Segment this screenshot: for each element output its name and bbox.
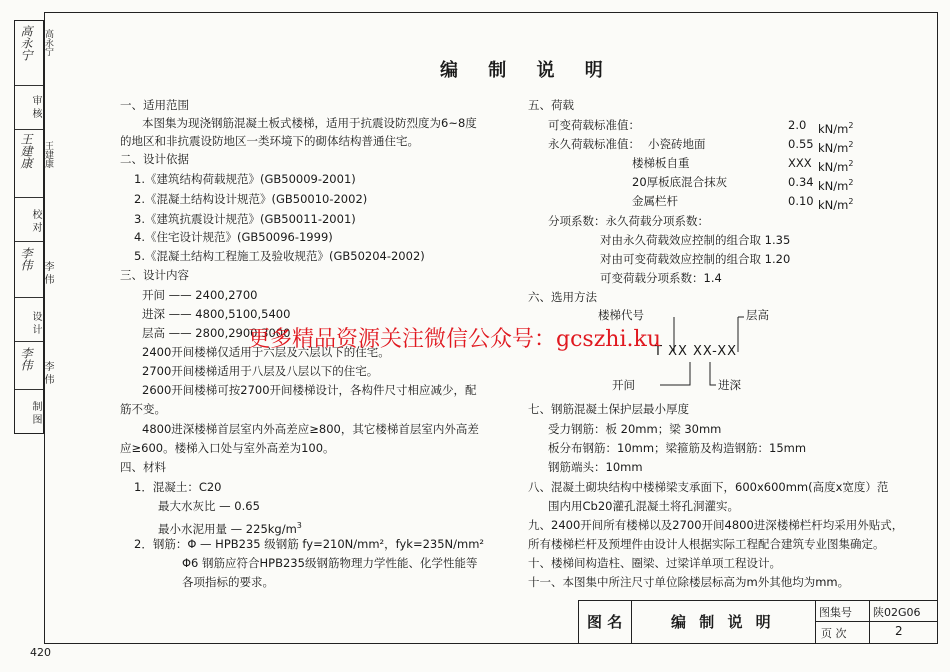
s1-heading: 一、适用范围 (120, 98, 189, 112)
stair-code-label: 楼梯代号 (598, 308, 644, 322)
load-value: XXX (788, 156, 812, 170)
sheet-number: 420 (30, 646, 51, 659)
page-label: 页 次 (821, 627, 847, 640)
atlas-number: 陕02G06 (873, 606, 921, 619)
depth-label: 进深 (718, 378, 741, 392)
s3-note4b: 应≥600。楼梯入口处与室外高差为100。 (120, 441, 335, 455)
unit: $kN/m^2$ (818, 159, 854, 174)
s3-cenggao: 层高 —— 2800,2900,3000 (142, 326, 291, 340)
load-name: 小瓷砖地面 (648, 137, 706, 151)
s3-jinshen: 进深 —— 4800,5100,5400 (142, 307, 291, 321)
stamp-row5-label: 设 计 (30, 311, 41, 335)
unit: $kN/m^2$ (818, 140, 854, 155)
signature-3: 李伟 (19, 247, 33, 271)
s3-kaijian: 开间 —— 2400,2700 (142, 288, 258, 302)
s2-item: 1.《建筑结构荷载规范》(GB50009-2001) (134, 172, 356, 186)
stamp-row4-label: 李 伟 (42, 261, 53, 285)
load-value: 0.34 (788, 175, 814, 189)
load-name: 金属栏杆 (632, 194, 678, 208)
signature-4: 李伟 (19, 347, 33, 371)
s4-wc-ratio: 最大水灰比 — 0.65 (158, 499, 260, 513)
s5-heading: 五、荷载 (528, 98, 574, 112)
s9-line1: 九、2400开间所有楼梯以及2700开间4800进深楼梯栏杆均采用外贴式， (528, 518, 904, 532)
s2-item: 5.《混凝土结构工程施工及验收规范》(GB50204-2002) (134, 249, 425, 263)
s3-heading: 三、设计内容 (120, 268, 189, 282)
live-load-label: 可变荷载标准值： (548, 118, 640, 132)
s2-item: 4.《住宅设计规范》(GB50096-1999) (134, 230, 333, 244)
s4-steel: 2．钢筋：Φ — HPB235 级钢筋 fy=210N/mm²，fyk=235N/mm² (134, 537, 485, 551)
s3-note3b: 筋不变。 (120, 402, 166, 416)
atlas-label: 图集号 (819, 606, 852, 619)
title-block (578, 600, 937, 643)
page-title: 编 制 说 明 (440, 60, 615, 81)
s8-line1: 八、混凝土砌块结构中楼梯梁支承面下，600x600mm(高度x宽度）范 (528, 480, 889, 494)
s3-note1: 2400开间楼梯仅适用于六层及六层以下的住宅。 (142, 345, 390, 359)
stamp-row1-label: 高永宁 (43, 29, 53, 56)
load-name: 20厚板底混合抹灰 (632, 175, 728, 189)
s4-steel-note1: Φ6 钢筋应符合HPB235级钢筋物理力学性能、化学性能等 (182, 556, 478, 570)
s11-line: 十一、本图集中所注尺寸单位除楼层标高为m外其他均为mm。 (528, 575, 850, 589)
s3-note2: 2700开间楼梯适用于八层及八层以下的住宅。 (142, 364, 379, 378)
stamp-row3-label: 校 对 (30, 209, 41, 233)
cover-line1: 受力钢筋：板 20mm；梁 30mm (548, 422, 722, 436)
watermark-text: 更多精品资源关注微信公众号：gcszhi.ku (248, 327, 661, 352)
factor-line1: 对由永久荷载效应控制的组合取 1.35 (600, 233, 791, 247)
floor-height-label: 层高 (746, 308, 769, 322)
s4-concrete: 1．混凝土：C20 (134, 480, 222, 494)
s7-heading: 七、钢筋混凝土保护层最小厚度 (528, 402, 689, 416)
load-name: 楼梯板自重 (632, 156, 690, 170)
s10-line: 十、楼梯间构造柱、圈梁、过梁详单项工程设计。 (528, 556, 781, 570)
s3-note4a: 4800进深楼梯首层室内外高差应≥800，其它楼梯首层室内外高差 (142, 422, 479, 436)
stair-code: T XX XX-XX (654, 344, 738, 359)
factor-line2: 对由可变荷载效应控制的组合取 1.20 (600, 252, 791, 266)
unit: $kN/m^2$ (818, 121, 854, 136)
stamp-row2-label: 审 核 (30, 95, 41, 119)
title-block-name: 编 制 说 明 (671, 613, 775, 631)
stamp-row2-name: 王建康 (43, 141, 53, 168)
stamp-row7-label: 制 图 (30, 401, 41, 425)
s4-steel-note2: 各项指标的要求。 (182, 575, 274, 589)
s4-heading: 四、材料 (120, 460, 166, 474)
s1-para1: 本图集为现浇钢筋混凝土板式楼梯，适用于抗震设防烈度为6~8度 (142, 116, 477, 130)
s9-line2: 所有楼梯栏杆及预埋件由设计人根据实际工程配合建筑专业图集确定。 (528, 537, 885, 551)
s2-item: 3.《建筑抗震设计规范》(GB50011-2001) (134, 212, 356, 226)
load-value: 0.10 (788, 194, 814, 208)
s2-item: 2.《混凝土结构设计规范》(GB50010-2002) (134, 192, 368, 206)
bay-width-label: 开间 (612, 378, 635, 392)
title-block-label: 图 名 (587, 613, 623, 631)
stamp-row6-label: 李 伟 (42, 361, 53, 385)
unit: $kN/m^2$ (818, 178, 854, 193)
live-load-value: 2.0 (788, 118, 807, 132)
approval-stamp-strip (14, 20, 53, 434)
signature-2: 王建康 (19, 133, 33, 169)
s6-heading: 六、选用方法 (528, 290, 597, 304)
signature-1: 高永宁 (19, 25, 33, 61)
cover-line3: 钢筋端头：10mm (548, 460, 643, 474)
s8-line2: 围内用Cb20灌孔混凝土将孔洞灌实。 (548, 499, 739, 513)
factor-line3: 可变荷载分项系数：1.4 (600, 271, 722, 285)
s1-para2: 的地区和非抗震设防地区一类环境下的砌体结构普通住宅。 (120, 134, 419, 148)
s2-heading: 二、设计依据 (120, 152, 189, 166)
cover-line2: 板分布钢筋：10mm；梁箍筋及构造钢筋：15mm (548, 441, 807, 455)
dead-load-label: 永久荷载标准值： (548, 137, 640, 151)
s4-cement: 最小水泥用量 — $225kg/m^3$ (158, 521, 302, 536)
factor-heading: 分项系数：永久荷载分项系数： (548, 214, 709, 228)
unit: $kN/m^2$ (818, 197, 854, 212)
page-no: 2 (895, 624, 903, 638)
s3-note3a: 2600开间楼梯可按2700开间楼梯设计，各构件尺寸相应减少，配 (142, 383, 477, 397)
load-value: 0.55 (788, 137, 814, 151)
